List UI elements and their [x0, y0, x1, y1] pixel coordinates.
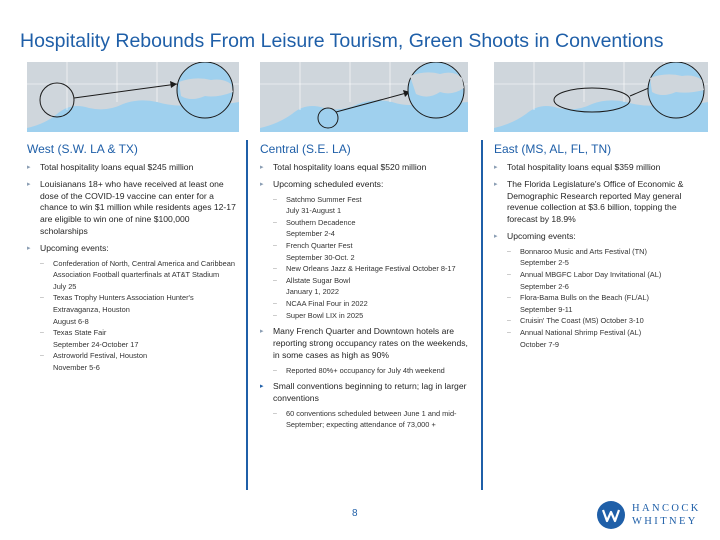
west-column [27, 142, 239, 379]
east-bullet: ▸ Total hospitality loans equal $359 million [494, 162, 708, 174]
east-event-item: – Flora-Bama Bulls on the Beach (FL/AL) [507, 292, 708, 304]
central-event-item: – Satchmo Summer Fest [273, 194, 468, 206]
central-convention-note: Small conventions beginning to return; lag in larger conventions [273, 381, 467, 403]
central-hotel-detail: – Reported 80%+ occupancy for July 4th weekend [273, 365, 468, 377]
logo-line-2: WHITNEY [632, 516, 698, 527]
west-event-item: – Texas State Fair [40, 327, 239, 339]
central-bullet: ▸ Total hospitality loans equal $520 million [260, 162, 468, 174]
west-bullet [27, 243, 239, 374]
west-bullet: ▸ Total hospitality loans equal $245 million [27, 162, 239, 174]
logo-line-1: HANCOCK [632, 503, 701, 514]
central-event-date: January 1, 2022 [286, 287, 340, 297]
central-convention-detail: – 60 conventions scheduled between June 1 and mid-September; expecting attendance of 73,000 + [273, 408, 468, 431]
central-event-date: September 30-Oct. 2 [286, 252, 355, 262]
east-events-heading: Upcoming events: [507, 230, 576, 241]
central-event-date: July 31-August 1 [286, 206, 342, 216]
central-event-item: – NCAA Final Four in 2022 [273, 298, 468, 310]
east-event-item: – Annual MBGFC Labor Day Invitational (AL) [507, 269, 708, 281]
column-divider [481, 140, 483, 490]
central-bullet [260, 381, 468, 431]
east-region-title: East (MS, AL, FL, TN) [494, 142, 612, 156]
central-bullet [260, 179, 468, 321]
central-event-item: – Allstate Sugar Bowl [273, 275, 468, 287]
west-event-date: September 24-October 17 [53, 339, 139, 349]
east-event-item: – Cruisin' The Coast (MS) October 3-10 [507, 315, 708, 327]
east-column [494, 142, 708, 355]
page-title: Hospitality Rebounds From Leisure Tourism, Green Shoots in Conventions [20, 30, 664, 52]
west-event-item: – Confederation of North, Central America and Caribbean Association Football quarterfinals at AT&T Stadium [40, 258, 239, 281]
east-event-date: September 2-5 [520, 258, 569, 268]
page-number: 8 [352, 508, 358, 519]
logo-wordmark [632, 502, 701, 528]
logo-mark-icon [596, 500, 626, 530]
central-hotel-note: Many French Quarter and Downtown hotels are reporting strong occupancy rates on the weekends, in some cases as high as 90% [273, 326, 468, 360]
west-bullet: ▸ Louisianans 18+ who have received at least one dose of the COVID-19 vaccine can enter for a chance to win $1 million while residents ages 12-17 are eligible to win one of nine $100,000 scholarships [27, 179, 239, 238]
central-column [260, 142, 468, 436]
central-bullet [260, 326, 468, 376]
west-region-map [27, 62, 239, 132]
central-region-title: Central (S.E. LA) [260, 142, 351, 156]
central-event-item: – Southern Decadence [273, 217, 468, 229]
central-region-map [260, 62, 468, 132]
west-event-date: August 6-8 [53, 316, 89, 326]
east-region-map [494, 62, 708, 132]
column-divider [246, 140, 248, 490]
east-event-item: – Annual National Shrimp Festival (AL) [507, 327, 708, 339]
central-event-date: September 2-4 [286, 229, 335, 239]
west-events-heading: Upcoming events: [40, 242, 109, 253]
east-event-date: October 7-9 [520, 339, 560, 349]
west-event-item: – Texas Trophy Hunters Association Hunter's Extravaganza, Houston [40, 292, 239, 315]
east-bullet: ▸ The Florida Legislature's Office of Economic & Demographic Research reported May general revenue collection at $3.6 billion, topping the forecast by 18.9% [494, 179, 708, 226]
west-event-date: July 25 [53, 281, 77, 291]
east-event-date: September 2-6 [520, 281, 569, 291]
west-event-date: November 5-6 [53, 362, 100, 372]
west-event-item: – Astroworld Festival, Houston [40, 350, 239, 362]
east-event-item: – Bonnaroo Music and Arts Festival (TN) [507, 246, 708, 258]
central-event-item: – French Quarter Fest [273, 240, 468, 252]
central-event-item: – Super Bowl LIX in 2025 [273, 310, 468, 322]
east-bullet [494, 231, 708, 350]
west-region-title: West (S.W. LA & TX) [27, 142, 138, 156]
central-event-item: – New Orleans Jazz & Heritage Festival October 8-17 [273, 263, 468, 275]
central-events-heading: Upcoming scheduled events: [273, 178, 384, 189]
hancock-whitney-logo [596, 500, 708, 530]
east-event-date: September 9-11 [520, 304, 573, 314]
